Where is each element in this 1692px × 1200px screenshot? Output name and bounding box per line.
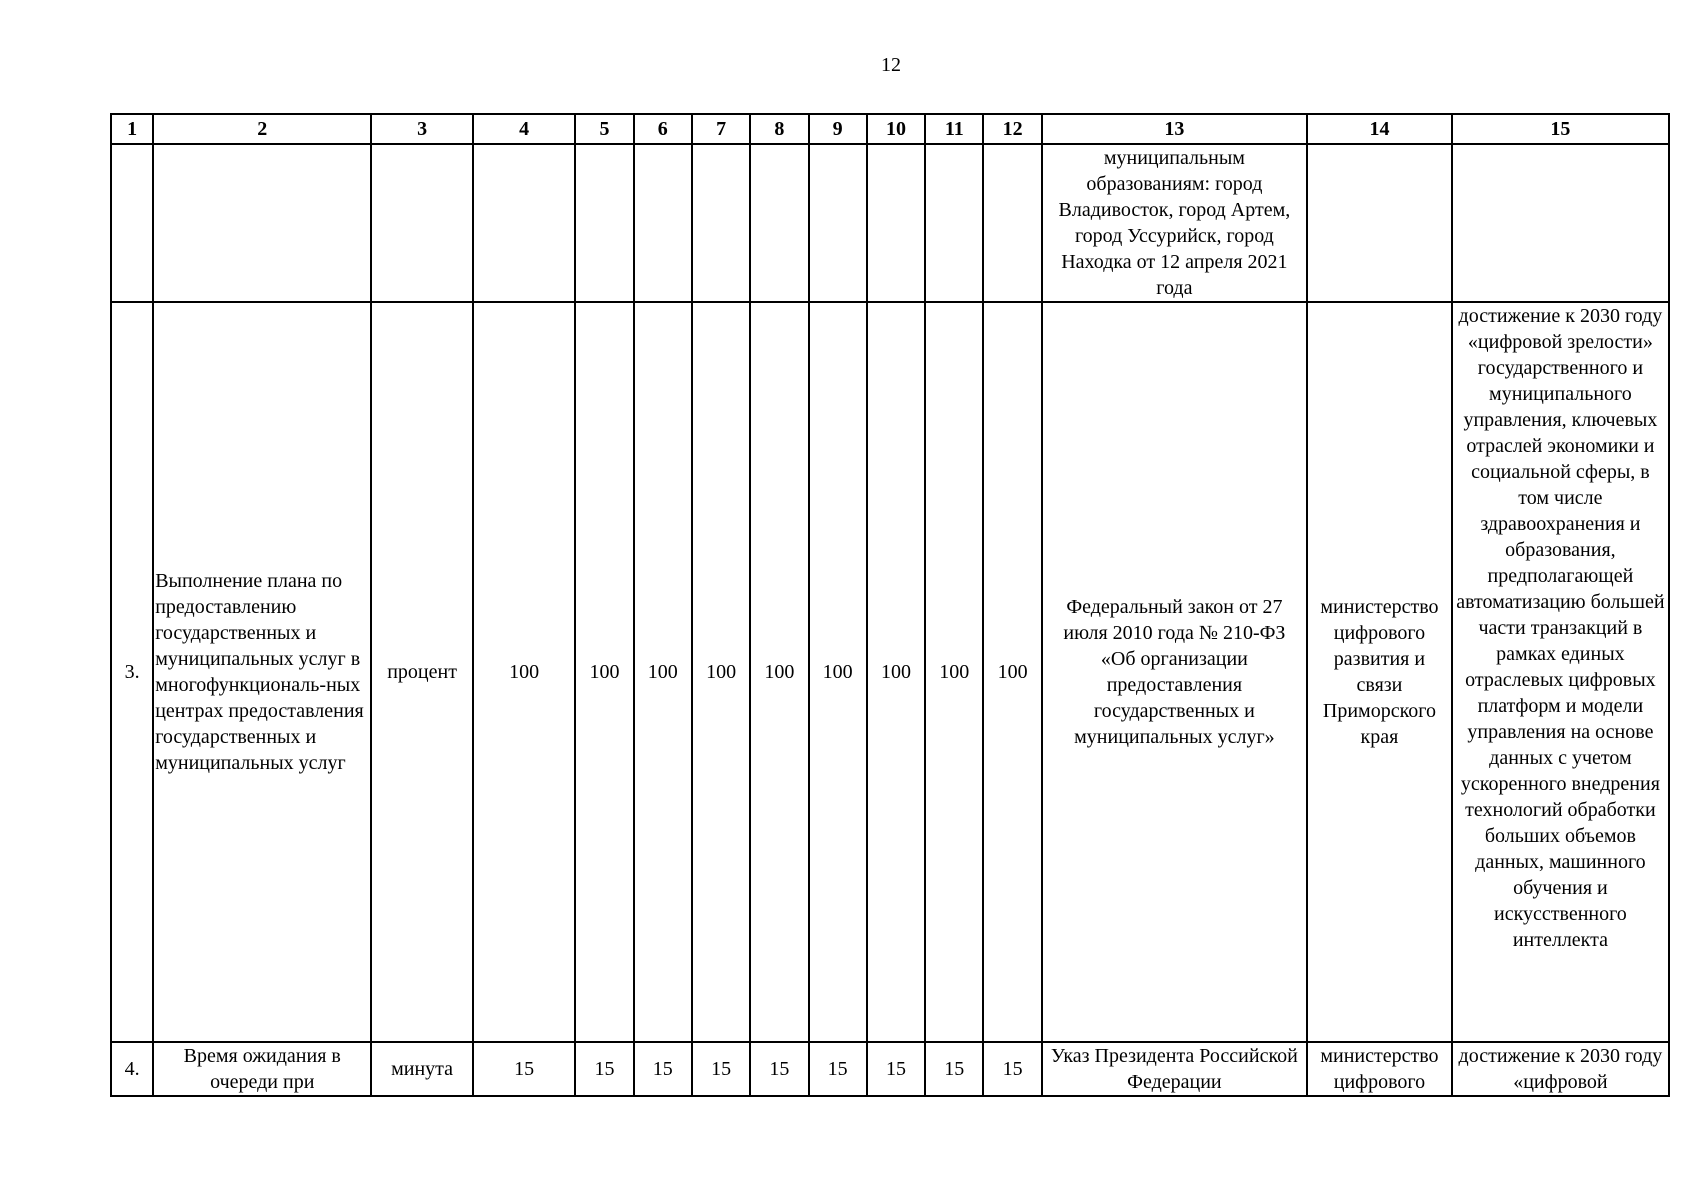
cell-empty <box>983 144 1041 302</box>
col-header-10: 10 <box>867 114 925 144</box>
cell-empty <box>111 144 153 302</box>
value-col-8: 100 <box>750 302 808 1042</box>
value-col-4: 15 <box>473 1042 576 1096</box>
cell-empty <box>634 144 692 302</box>
cell-empty <box>473 144 576 302</box>
value-col-12: 15 <box>983 1042 1041 1096</box>
legal-basis: Федеральный закон от 27 июля 2010 года № 210-ФЗ «Об организации предоставления государственных и муниципальных услуг» <box>1042 302 1307 1042</box>
col-header-14: 14 <box>1307 114 1452 144</box>
value-col-8: 15 <box>750 1042 808 1096</box>
legal-basis: Указ Президента Российской Федерации <box>1042 1042 1307 1096</box>
unit-of-measure: минута <box>371 1042 473 1096</box>
cell-empty <box>1307 144 1452 302</box>
col-header-11: 11 <box>925 114 983 144</box>
national-goal: достижение к 2030 году «цифровой зрелости» государственного и муниципального управления, ключевых отраслей экономики и социальной сферы, в том числе здравоохранения и образования, предполагающей автоматизацию большей части транзакций в рамках единых отраслевых цифровых платформ и модели управления на основе данных с учетом ускоренного внедрения технологий обработки больших объемов данных, машинного обучения и искусственного интеллекта <box>1452 302 1669 1042</box>
value-col-10: 15 <box>867 1042 925 1096</box>
cell-empty <box>925 144 983 302</box>
row-number: 4. <box>111 1042 153 1096</box>
col-header-7: 7 <box>692 114 750 144</box>
value-col-11: 15 <box>925 1042 983 1096</box>
table-row-4 <box>111 1042 1669 1096</box>
value-col-9: 15 <box>809 1042 867 1096</box>
col-header-2: 2 <box>153 114 371 144</box>
cell-empty <box>153 144 371 302</box>
table-row-continuation <box>111 144 1669 302</box>
col-header-12: 12 <box>983 114 1041 144</box>
table-row-3 <box>111 302 1669 1042</box>
value-col-6: 100 <box>634 302 692 1042</box>
value-col-5: 15 <box>575 1042 633 1096</box>
col-header-3: 3 <box>371 114 473 144</box>
unit-of-measure: процент <box>371 302 473 1042</box>
col-header-1: 1 <box>111 114 153 144</box>
indicator-name: Время ожидания в очереди при <box>153 1042 371 1096</box>
responsible-body: министерство цифрового развития и связи Приморского края <box>1307 302 1452 1042</box>
col-header-13: 13 <box>1042 114 1307 144</box>
col-header-15: 15 <box>1452 114 1669 144</box>
page-number: 12 <box>881 54 901 76</box>
col-header-4: 4 <box>473 114 576 144</box>
value-col-7: 100 <box>692 302 750 1042</box>
value-col-9: 100 <box>809 302 867 1042</box>
col-header-5: 5 <box>575 114 633 144</box>
indicators-table <box>110 113 1670 1097</box>
value-col-4: 100 <box>473 302 576 1042</box>
cell-empty <box>1452 144 1669 302</box>
value-col-7: 15 <box>692 1042 750 1096</box>
cell-empty <box>867 144 925 302</box>
col-header-9: 9 <box>809 114 867 144</box>
value-col-10: 100 <box>867 302 925 1042</box>
responsible-body: министерство цифрового <box>1307 1042 1452 1096</box>
value-col-12: 100 <box>983 302 1041 1042</box>
cell-empty <box>809 144 867 302</box>
value-col-11: 100 <box>925 302 983 1042</box>
row-number: 3. <box>111 302 153 1042</box>
col-header-6: 6 <box>634 114 692 144</box>
header-row <box>111 114 1669 144</box>
col-header-8: 8 <box>750 114 808 144</box>
value-col-6: 15 <box>634 1042 692 1096</box>
cell-empty <box>371 144 473 302</box>
value-col-5: 100 <box>575 302 633 1042</box>
cell-empty <box>575 144 633 302</box>
cell-empty <box>750 144 808 302</box>
cell-empty <box>692 144 750 302</box>
indicator-name: Выполнение плана по предоставлению государственных и муниципальных услуг в многофункциональ-ных центрах предоставления государственных и муниципальных услуг <box>153 302 371 1042</box>
national-goal: достижение к 2030 году «цифровой <box>1452 1042 1669 1096</box>
continued-basis-text: муниципальным образованиям: город Владивосток, город Артем, город Уссурийск, город Находка от 12 апреля 2021 года <box>1042 144 1307 302</box>
